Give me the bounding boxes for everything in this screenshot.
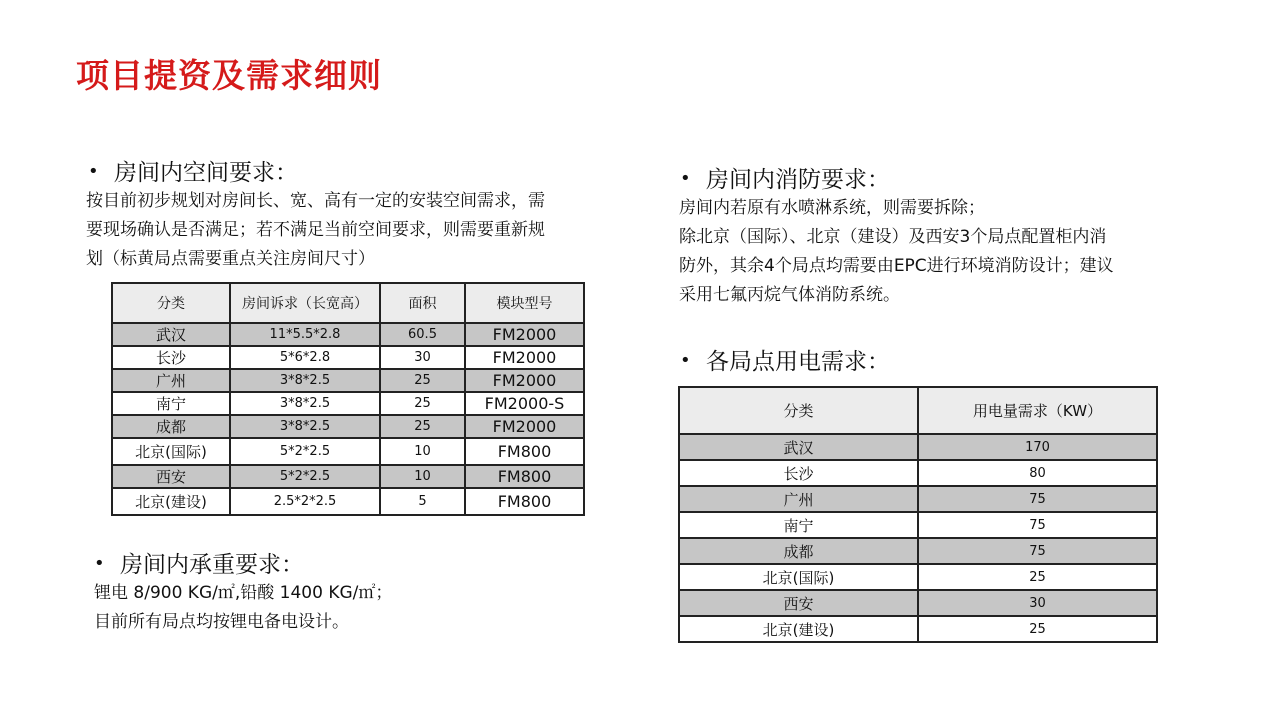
cell-category: 南宁: [679, 512, 918, 538]
page-title: 项目提资及需求细则: [76, 56, 382, 95]
cell-room-size: 5*2*2.5: [230, 438, 380, 465]
table-row: [112, 465, 584, 488]
table-row: [112, 438, 584, 465]
load-line: 目前所有局点均按锂电备电设计。: [94, 612, 349, 632]
cell-area: 10: [380, 438, 465, 465]
cell-category: 广州: [112, 369, 230, 392]
bullet-icon: •: [680, 350, 691, 371]
table-row: [679, 616, 1157, 642]
table-header-row: [679, 387, 1157, 434]
table-row: [679, 590, 1157, 616]
cell-power: 25: [918, 564, 1157, 590]
cell-model: FM800: [465, 465, 584, 488]
load-heading: [94, 546, 304, 579]
table-row: [112, 415, 584, 438]
space-paragraph: [86, 187, 596, 274]
cell-model: FM2000: [465, 323, 584, 346]
cell-category: 武汉: [112, 323, 230, 346]
cell-area: 25: [380, 392, 465, 415]
cell-category: 北京(国际): [679, 564, 918, 590]
cell-power: 75: [918, 486, 1157, 512]
cell-category: 西安: [112, 465, 230, 488]
fire-line: 除北京（国际）、北京（建设）及西安3个局点配置柜内消: [679, 227, 1107, 247]
cell-category: 西安: [679, 590, 918, 616]
cell-category: 武汉: [679, 434, 918, 460]
table-header-row: [112, 283, 584, 323]
cell-category: 成都: [112, 415, 230, 438]
table-row: [679, 512, 1157, 538]
space-heading: [88, 154, 298, 187]
space-line: 要现场确认是否满足；若不满足当前空间要求，则需要重新规: [86, 220, 545, 240]
table-row: [679, 434, 1157, 460]
cell-category: 长沙: [679, 460, 918, 486]
bullet-icon: •: [680, 168, 691, 189]
fire-heading-text: 房间内消防要求：: [706, 167, 890, 193]
load-paragraph: [94, 579, 574, 637]
cell-room-size: 5*6*2.8: [230, 346, 380, 369]
fire-heading: [680, 161, 890, 194]
bullet-icon: •: [94, 553, 105, 574]
table-row: [679, 486, 1157, 512]
column-header-power: 用电量需求（KW）: [918, 387, 1157, 434]
table-row: [679, 538, 1157, 564]
table-row: [112, 346, 584, 369]
cell-category: 北京(建设): [679, 616, 918, 642]
cell-power: 25: [918, 616, 1157, 642]
space-heading-text: 房间内空间要求：: [114, 160, 298, 186]
room-requirements-table: [111, 282, 585, 516]
cell-model: FM800: [465, 438, 584, 465]
cell-category: 长沙: [112, 346, 230, 369]
cell-room-size: 3*8*2.5: [230, 415, 380, 438]
table-row: [112, 323, 584, 346]
cell-category: 南宁: [112, 392, 230, 415]
fire-paragraph: [679, 194, 1179, 310]
cell-area: 25: [380, 369, 465, 392]
bullet-icon: •: [88, 161, 99, 182]
cell-model: FM2000: [465, 369, 584, 392]
table-row: [679, 460, 1157, 486]
cell-model: FM800: [465, 488, 584, 515]
space-line: 按目前初步规划对房间长、宽、高有一定的安装空间需求，需: [86, 191, 545, 211]
cell-category: 北京(建设): [112, 488, 230, 515]
load-line: 锂电 8/900 KG/㎡,铅酸 1400 KG/㎡；: [94, 583, 393, 603]
cell-room-size: 11*5.5*2.8: [230, 323, 380, 346]
cell-category: 北京(国际): [112, 438, 230, 465]
table-row: [112, 369, 584, 392]
fire-line: 房间内若原有水喷淋系统，则需要拆除；: [679, 198, 985, 218]
table-row: [679, 564, 1157, 590]
cell-category: 成都: [679, 538, 918, 564]
column-header-category: 分类: [112, 283, 230, 323]
cell-model: FM2000: [465, 346, 584, 369]
column-header-model: 模块型号: [465, 283, 584, 323]
power-demand-table: [678, 386, 1158, 643]
cell-room-size: 5*2*2.5: [230, 465, 380, 488]
space-line: 划（标黄局点需要重点关注房间尺寸）: [86, 249, 375, 269]
cell-room-size: 3*8*2.5: [230, 392, 380, 415]
cell-area: 60.5: [380, 323, 465, 346]
cell-model: FM2000: [465, 415, 584, 438]
cell-room-size: 2.5*2*2.5: [230, 488, 380, 515]
column-header-area: 面积: [380, 283, 465, 323]
load-heading-text: 房间内承重要求：: [120, 552, 304, 578]
cell-area: 5: [380, 488, 465, 515]
fire-line: 防外，其余4个局点均需要由EPC进行环境消防设计；建议: [679, 256, 1114, 276]
cell-area: 10: [380, 465, 465, 488]
cell-power: 75: [918, 512, 1157, 538]
power-heading-text: 各局点用电需求：: [706, 349, 890, 375]
cell-category: 广州: [679, 486, 918, 512]
cell-power: 75: [918, 538, 1157, 564]
cell-power: 30: [918, 590, 1157, 616]
cell-model: FM2000-S: [465, 392, 584, 415]
cell-area: 30: [380, 346, 465, 369]
column-header-category: 分类: [679, 387, 918, 434]
cell-room-size: 3*8*2.5: [230, 369, 380, 392]
cell-power: 170: [918, 434, 1157, 460]
column-header-room-size: 房间诉求（长宽高）: [230, 283, 380, 323]
power-heading: [680, 343, 890, 376]
cell-area: 25: [380, 415, 465, 438]
table-row: [112, 392, 584, 415]
cell-power: 80: [918, 460, 1157, 486]
fire-line: 采用七氟丙烷气体消防系统。: [679, 285, 900, 305]
table-row: [112, 488, 584, 515]
